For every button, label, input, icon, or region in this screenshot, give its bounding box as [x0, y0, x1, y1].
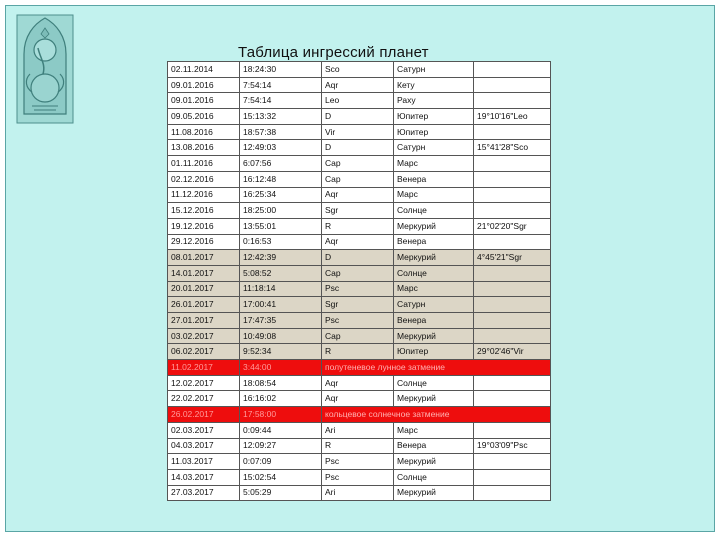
table-row — [168, 344, 551, 360]
sign-cell: Aqr — [322, 375, 394, 391]
date-cell: 11.08.2016 — [168, 124, 240, 140]
time-cell: 15:13:32 — [240, 109, 322, 125]
date-cell: 12.02.2017 — [168, 375, 240, 391]
eclipse-row — [168, 360, 551, 376]
planet-cell: Юпитер — [394, 109, 474, 125]
sign-cell: Psc — [322, 313, 394, 329]
position-cell — [474, 281, 551, 297]
sign-cell: Vir — [322, 124, 394, 140]
eclipse-cell: кольцевое солнечное затмение — [322, 407, 551, 423]
time-cell: 16:12:48 — [240, 171, 322, 187]
position-cell — [474, 469, 551, 485]
date-cell: 08.01.2017 — [168, 250, 240, 266]
time-cell: 7:54:14 — [240, 77, 322, 93]
planet-cell: Меркурий — [394, 218, 474, 234]
time-cell: 15:02:54 — [240, 469, 322, 485]
sign-cell: Ari — [322, 422, 394, 438]
time-cell: 7:54:14 — [240, 93, 322, 109]
position-cell — [474, 265, 551, 281]
position-cell — [474, 422, 551, 438]
table-row — [168, 203, 551, 219]
sign-cell: Cap — [322, 328, 394, 344]
planet-cell: Сатурн — [394, 140, 474, 156]
sign-cell: D — [322, 250, 394, 266]
date-cell: 02.11.2014 — [168, 62, 240, 78]
date-cell: 26.01.2017 — [168, 297, 240, 313]
table-row — [168, 391, 551, 407]
table-row — [168, 328, 551, 344]
time-cell: 17:00:41 — [240, 297, 322, 313]
sign-cell: D — [322, 140, 394, 156]
date-cell: 22.02.2017 — [168, 391, 240, 407]
position-cell — [474, 171, 551, 187]
time-cell: 6:07:56 — [240, 156, 322, 172]
ganesha-emblem-icon — [16, 14, 74, 124]
sign-cell: R — [322, 438, 394, 454]
ingress-table — [167, 61, 551, 501]
table-row — [168, 422, 551, 438]
planet-cell: Раху — [394, 93, 474, 109]
planet-cell: Меркурий — [394, 328, 474, 344]
date-cell: 02.03.2017 — [168, 422, 240, 438]
position-cell: 4°45'21"Sgr — [474, 250, 551, 266]
table-row — [168, 62, 551, 78]
table-row — [168, 438, 551, 454]
date-cell: 11.02.2017 — [168, 360, 240, 376]
position-cell: 29°02'46"Vir — [474, 344, 551, 360]
sign-cell: Aqr — [322, 391, 394, 407]
sign-cell: Cap — [322, 265, 394, 281]
sign-cell: Cap — [322, 156, 394, 172]
planet-cell: Марс — [394, 281, 474, 297]
table-row — [168, 281, 551, 297]
time-cell: 16:25:34 — [240, 187, 322, 203]
position-cell — [474, 93, 551, 109]
position-cell — [474, 297, 551, 313]
time-cell: 12:42:39 — [240, 250, 322, 266]
time-cell: 0:16:53 — [240, 234, 322, 250]
position-cell — [474, 187, 551, 203]
planet-cell: Солнце — [394, 469, 474, 485]
eclipse-row — [168, 407, 551, 423]
position-cell — [474, 485, 551, 501]
time-cell: 11:18:14 — [240, 281, 322, 297]
planet-cell: Марс — [394, 187, 474, 203]
planet-cell: Кету — [394, 77, 474, 93]
planet-cell: Марс — [394, 422, 474, 438]
date-cell: 13.08.2016 — [168, 140, 240, 156]
position-cell — [474, 62, 551, 78]
table-row — [168, 313, 551, 329]
date-cell: 29.12.2016 — [168, 234, 240, 250]
date-cell: 11.03.2017 — [168, 454, 240, 470]
table-row — [168, 297, 551, 313]
date-cell: 15.12.2016 — [168, 203, 240, 219]
table-row — [168, 171, 551, 187]
time-cell: 12:49:03 — [240, 140, 322, 156]
sign-cell: R — [322, 218, 394, 234]
position-cell — [474, 203, 551, 219]
planet-cell: Сатурн — [394, 62, 474, 78]
time-cell: 9:52:34 — [240, 344, 322, 360]
position-cell: 19°10'16"Leo — [474, 109, 551, 125]
date-cell: 09.01.2016 — [168, 93, 240, 109]
table-row — [168, 485, 551, 501]
time-cell: 18:24:30 — [240, 62, 322, 78]
planet-cell: Меркурий — [394, 454, 474, 470]
table-row — [168, 187, 551, 203]
planet-cell: Меркурий — [394, 391, 474, 407]
sign-cell: Sgr — [322, 203, 394, 219]
time-cell: 18:57:38 — [240, 124, 322, 140]
position-cell: 19°03'09"Psc — [474, 438, 551, 454]
page-title: Таблица ингрессий планет — [238, 44, 429, 61]
time-cell: 10:49:08 — [240, 328, 322, 344]
planet-cell: Солнце — [394, 265, 474, 281]
sign-cell: Psc — [322, 469, 394, 485]
time-cell: 0:07:09 — [240, 454, 322, 470]
date-cell: 06.02.2017 — [168, 344, 240, 360]
table-row — [168, 140, 551, 156]
time-cell: 18:25:00 — [240, 203, 322, 219]
date-cell: 09.05.2016 — [168, 109, 240, 125]
position-cell — [474, 124, 551, 140]
planet-cell: Меркурий — [394, 485, 474, 501]
planet-cell: Меркурий — [394, 250, 474, 266]
table-row — [168, 454, 551, 470]
position-cell — [474, 234, 551, 250]
table-row — [168, 265, 551, 281]
time-cell: 18:08:54 — [240, 375, 322, 391]
time-cell: 12:09:27 — [240, 438, 322, 454]
table-row — [168, 469, 551, 485]
planet-cell: Венера — [394, 313, 474, 329]
date-cell: 09.01.2016 — [168, 77, 240, 93]
planet-cell: Сатурн — [394, 297, 474, 313]
date-cell: 14.01.2017 — [168, 265, 240, 281]
table-row — [168, 124, 551, 140]
table-row — [168, 250, 551, 266]
sign-cell: R — [322, 344, 394, 360]
planet-cell: Солнце — [394, 375, 474, 391]
date-cell: 02.12.2016 — [168, 171, 240, 187]
table-row — [168, 218, 551, 234]
time-cell: 5:05:29 — [240, 485, 322, 501]
time-cell: 17:58:00 — [240, 407, 322, 423]
table-row — [168, 93, 551, 109]
planet-cell: Юпитер — [394, 344, 474, 360]
position-cell — [474, 77, 551, 93]
date-cell: 03.02.2017 — [168, 328, 240, 344]
date-cell: 27.03.2017 — [168, 485, 240, 501]
sign-cell: Psc — [322, 454, 394, 470]
sign-cell: Aqr — [322, 77, 394, 93]
planet-cell: Венера — [394, 171, 474, 187]
table-row — [168, 156, 551, 172]
time-cell: 13:55:01 — [240, 218, 322, 234]
time-cell: 16:16:02 — [240, 391, 322, 407]
date-cell: 19.12.2016 — [168, 218, 240, 234]
sign-cell: Sgr — [322, 297, 394, 313]
sign-cell: Aqr — [322, 234, 394, 250]
position-cell — [474, 391, 551, 407]
planet-cell: Солнце — [394, 203, 474, 219]
date-cell: 20.01.2017 — [168, 281, 240, 297]
position-cell — [474, 328, 551, 344]
date-cell: 27.01.2017 — [168, 313, 240, 329]
position-cell — [474, 454, 551, 470]
time-cell: 17:47:35 — [240, 313, 322, 329]
planet-cell: Венера — [394, 234, 474, 250]
date-cell: 14.03.2017 — [168, 469, 240, 485]
sign-cell: Cap — [322, 171, 394, 187]
date-cell: 26.02.2017 — [168, 407, 240, 423]
sign-cell: Ari — [322, 485, 394, 501]
sign-cell: Sco — [322, 62, 394, 78]
time-cell: 5:08:52 — [240, 265, 322, 281]
table-row — [168, 109, 551, 125]
position-cell: 15°41'28"Sco — [474, 140, 551, 156]
table-row — [168, 375, 551, 391]
date-cell: 11.12.2016 — [168, 187, 240, 203]
date-cell: 04.03.2017 — [168, 438, 240, 454]
position-cell — [474, 313, 551, 329]
position-cell — [474, 375, 551, 391]
table-row — [168, 77, 551, 93]
eclipse-cell: полутеневое лунное затмение — [322, 360, 551, 376]
position-cell: 21°02'20"Sgr — [474, 218, 551, 234]
table-row — [168, 234, 551, 250]
sign-cell: Aqr — [322, 187, 394, 203]
time-cell: 3:44:00 — [240, 360, 322, 376]
sign-cell: Psc — [322, 281, 394, 297]
planet-cell: Венера — [394, 438, 474, 454]
position-cell — [474, 156, 551, 172]
planet-cell: Юпитер — [394, 124, 474, 140]
sign-cell: Leo — [322, 93, 394, 109]
planet-cell: Марс — [394, 156, 474, 172]
time-cell: 0:09:44 — [240, 422, 322, 438]
sign-cell: D — [322, 109, 394, 125]
date-cell: 01.11.2016 — [168, 156, 240, 172]
